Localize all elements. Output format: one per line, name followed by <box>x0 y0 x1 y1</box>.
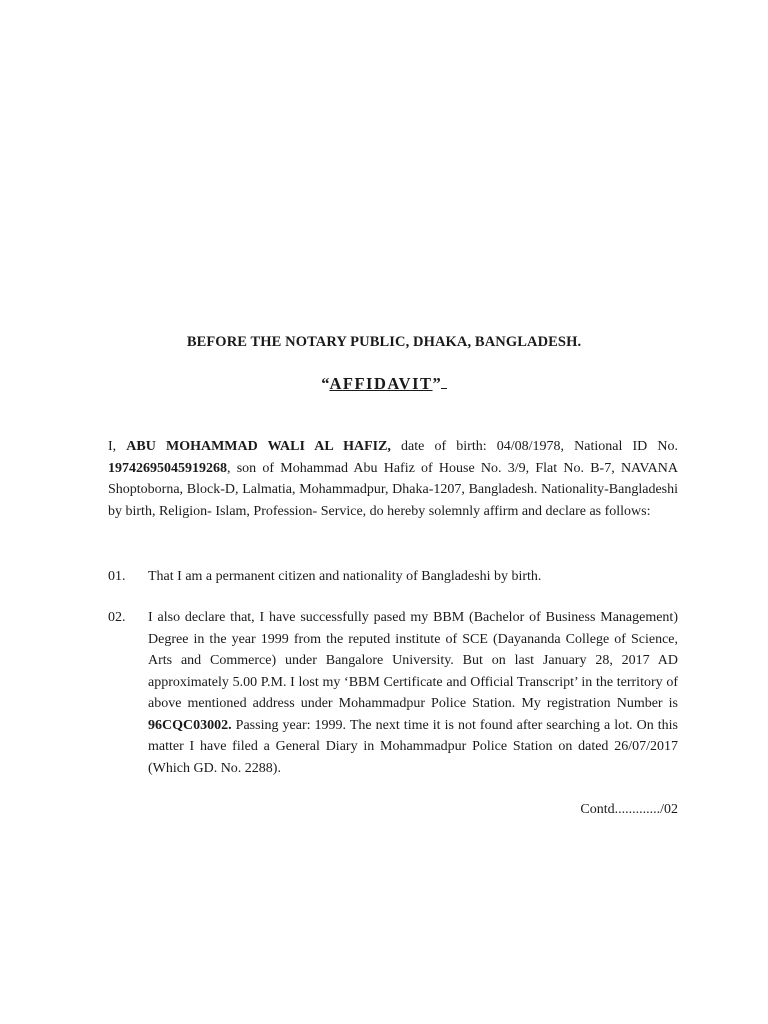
clause-02 <box>108 607 678 779</box>
intro-paragraph <box>108 436 678 522</box>
clause-number: 01. <box>108 569 126 584</box>
clause-01 <box>108 566 678 588</box>
title-open-quote: “ <box>321 374 330 393</box>
clause-text-part-a: I also declare that, I have successfully pased my BBM (Bachelor of Business Management) Degree in the year 1999 from the reputed institute of SCE (Dayananda College of Science, Arts and Commerce) under Bangalore University. But on last January 28, 2017 AD approximately 5.00 P.M. I lost my ‘BBM Certificate and Official Transcript’ in the territory of above mentioned address under Mohammadpur Police Station. My registration Number is <box>148 610 678 711</box>
clause-text-part-b: Passing year: 1999. The next time it is not found after searching a lot. On this matter I have filed a General Diary in Mohammadpur Police Station on dated 26/07/2017 (Which GD. No. 2288). <box>148 717 678 776</box>
deponent-name: ABU MOHAMMAD WALI AL HAFIZ, <box>126 439 391 454</box>
title-close-quote: ” <box>432 374 441 393</box>
clause-number: 02. <box>108 610 126 625</box>
continuation-note: Contd............./02 <box>580 802 678 817</box>
document-heading: BEFORE THE NOTARY PUBLIC, DHAKA, BANGLADESH. <box>186 334 582 350</box>
clause-text: That I am a permanent citizen and nationality of Bangladeshi by birth. <box>148 569 542 584</box>
intro-rest: , son of Mohammad Abu Hafiz of House No. 3/9, Flat No. B-7, NAVANA Shoptoborna, Block-D, Lalmatia, Mohammadpur, Dhaka-1207, Bangladesh. Nationality-Bangladeshi by birth, Religion- Islam, Profession- Service, do hereby solemnly affirm and declare as follows: <box>108 460 678 519</box>
title-word: AFFIDAVIT <box>329 374 433 393</box>
national-id: 19742695045919268 <box>108 460 227 476</box>
clause-text <box>148 607 678 779</box>
document-title <box>0 374 768 394</box>
title-trailing-underline <box>441 374 447 389</box>
intro-pre: I, <box>108 439 127 454</box>
intro-mid: date of birth: 04/08/1978, National ID No. <box>390 439 678 454</box>
registration-number: 96CQC03002. <box>148 717 232 733</box>
